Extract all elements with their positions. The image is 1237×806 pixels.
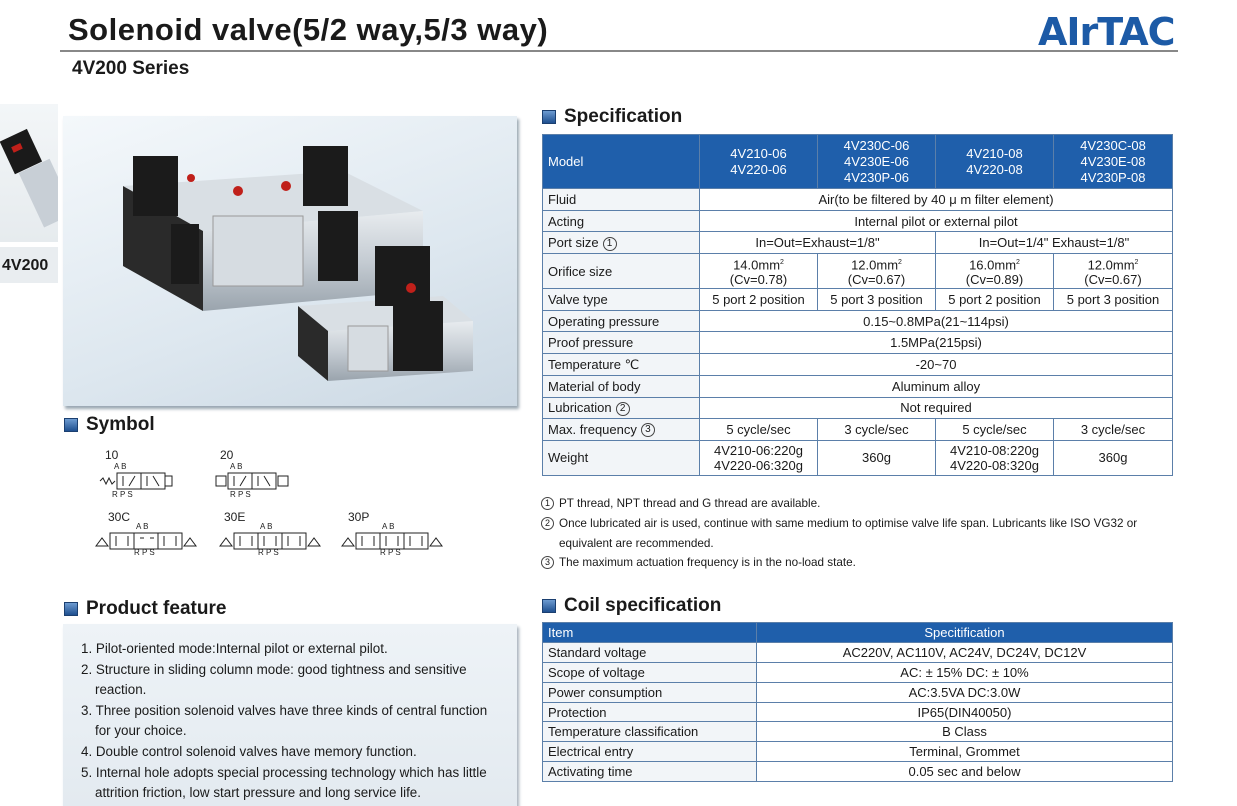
- note-item: 3 The maximum actuation frequency is in the no-load state.: [541, 553, 1137, 573]
- feature-list: [81, 639, 506, 804]
- cell-value: 3 cycle/sec: [818, 419, 936, 441]
- symbol-code-20: 20: [220, 448, 234, 462]
- row-label: Port size 1: [543, 232, 700, 254]
- cell-value: 5 cycle/sec: [700, 419, 818, 441]
- spec-notes: [541, 494, 1137, 573]
- cell-value: $12.0mm^2$ (Cv=0.67): [818, 254, 936, 289]
- table-row: [543, 289, 1173, 311]
- symbol-diagrams: [90, 448, 460, 568]
- note-marker: 3: [541, 556, 554, 569]
- symbol-ports-bottom: R P S: [230, 490, 251, 499]
- model-cell: 4V230C-08 4V230E-08 4V230P-08: [1054, 135, 1173, 189]
- table-header-row: [543, 623, 1173, 643]
- symbol-code-10: 10: [105, 448, 119, 462]
- cell-value: Air(to be filtered by 40 μ m filter element): [700, 189, 1173, 211]
- square-bullet-icon: [64, 602, 78, 616]
- table-row: [543, 332, 1173, 354]
- feature-item: 3. Three position solenoid valves have three kinds of central function for your choice.: [81, 702, 488, 739]
- product-feature-box: [63, 624, 517, 806]
- row-label: Standard voltage: [543, 642, 757, 662]
- table-row: [543, 375, 1173, 397]
- column-header: Specitification: [757, 623, 1173, 643]
- cell-value: 5 port 2 position: [700, 289, 818, 311]
- cell-value: 1.5MPa(215psi): [700, 332, 1173, 354]
- symbol-ports-bottom: R P S: [380, 548, 401, 557]
- row-label: Orifice size: [543, 254, 700, 289]
- cell-value: Terminal, Grommet: [757, 742, 1173, 762]
- row-label: Material of body: [543, 375, 700, 397]
- cell-value: In=Out=Exhaust=1/8": [700, 232, 936, 254]
- cell-value: 360g: [818, 440, 936, 475]
- valve-thumbnail-illustration: [0, 104, 58, 242]
- table-row: [543, 189, 1173, 211]
- cell-value: AC: ± 15% DC: ± 10%: [757, 662, 1173, 682]
- row-label: Temperature classification: [543, 722, 757, 742]
- symbol-code-30p: 30P: [348, 510, 370, 524]
- cell-value: 4V210-06:220g 4V220-06:320g: [700, 440, 818, 475]
- specification-table: [542, 134, 1173, 476]
- table-row: [543, 742, 1173, 762]
- cell-value: 4V210-08:220g 4V220-08:320g: [936, 440, 1054, 475]
- row-label: Valve type: [543, 289, 700, 311]
- table-row: [543, 210, 1173, 232]
- square-bullet-icon: [64, 418, 78, 432]
- specification-heading: Specification: [542, 106, 682, 128]
- series-title: 4V200 Series: [72, 58, 190, 79]
- table-row: [543, 722, 1173, 742]
- cell-value: IP65(DIN40050): [757, 702, 1173, 722]
- symbol-ports-top: A B: [230, 462, 243, 471]
- coil-specification-heading: Coil specification: [542, 595, 721, 617]
- page-title: Solenoid valve(5/2 way,5/3 way): [68, 12, 549, 47]
- cell-value: In=Out=1/4" Exhaust=1/8": [936, 232, 1173, 254]
- title-divider: [60, 50, 1178, 52]
- feature-item: 5. Internal hole adopts special processing technology which has little attrition friction, low start pressure and long service life.: [81, 764, 487, 801]
- table-row: [543, 354, 1173, 376]
- row-label: Weight: [543, 440, 700, 475]
- row-label: Operating pressure: [543, 310, 700, 332]
- symbol-ports-bottom: R P S: [258, 548, 279, 557]
- row-label: Max. frequency 3: [543, 419, 700, 441]
- valve-symbol-10-icon: [98, 470, 173, 492]
- symbol-ports-top: A B: [114, 462, 127, 471]
- cell-value: B Class: [757, 722, 1173, 742]
- side-thumbnail: [0, 104, 58, 242]
- feature-item: 1. Pilot-oriented mode:Internal pilot or external pilot.: [81, 641, 388, 656]
- note-marker: 1: [541, 497, 554, 510]
- feature-item: 2. Structure in sliding column mode: good tightness and sensitive reaction.: [81, 661, 467, 698]
- table-row: [543, 642, 1173, 662]
- row-label: Temperature ℃: [543, 354, 700, 376]
- cell-value: 5 port 2 position: [936, 289, 1054, 311]
- cell-value: 5 port 3 position: [1054, 289, 1173, 311]
- cell-value: AC:3.5VA DC:3.0W: [757, 682, 1173, 702]
- table-row: [543, 662, 1173, 682]
- valve-symbol-20-icon: [214, 470, 292, 492]
- symbol-heading: Symbol: [64, 414, 155, 436]
- symbol-ports-top: A B: [260, 522, 273, 531]
- row-label: Fluid: [543, 189, 700, 211]
- symbol-ports-top: A B: [136, 522, 149, 531]
- symbol-code-30e: 30E: [224, 510, 246, 524]
- row-label: Power consumption: [543, 682, 757, 702]
- cell-value: Internal pilot or external pilot: [700, 210, 1173, 232]
- row-label: Lubrication 2: [543, 397, 700, 419]
- airtac-logo: AIrTAC: [1038, 10, 1175, 54]
- row-label: Protection: [543, 702, 757, 722]
- model-cell: 4V210-08 4V220-08: [936, 135, 1054, 189]
- model-label: Model: [543, 135, 700, 189]
- coil-table: [542, 622, 1173, 782]
- cell-value: $16.0mm^2$ (Cv=0.89): [936, 254, 1054, 289]
- cell-value: 360g: [1054, 440, 1173, 475]
- table-row: [543, 682, 1173, 702]
- cell-value: $14.0mm^2$ (Cv=0.78): [700, 254, 818, 289]
- note-continuation: equivalent are recommended.: [559, 536, 714, 550]
- cell-value: -20~70: [700, 354, 1173, 376]
- table-row: [543, 440, 1173, 475]
- model-cell: 4V230C-06 4V230E-06 4V230P-06: [818, 135, 936, 189]
- table-row: [543, 310, 1173, 332]
- symbol-ports-top: A B: [382, 522, 395, 531]
- table-row: [543, 419, 1173, 441]
- note-marker: 2: [541, 517, 554, 530]
- cell-value: 0.15~0.8MPa(21~114psi): [700, 310, 1173, 332]
- table-row: [543, 397, 1173, 419]
- cell-value: AC220V, AC110V, AC24V, DC24V, DC12V: [757, 642, 1173, 662]
- cell-value: Not required: [700, 397, 1173, 419]
- cell-value: Aluminum alloy: [700, 375, 1173, 397]
- square-bullet-icon: [542, 599, 556, 613]
- cell-value: $12.0mm^2$ (Cv=0.67): [1054, 254, 1173, 289]
- symbol-ports-bottom: R P S: [134, 548, 155, 557]
- note-marker: 1: [603, 237, 617, 251]
- feature-item: 4. Double control solenoid valves have memory function.: [81, 743, 417, 759]
- note-item: 1 PT thread, NPT thread and G thread are available.: [541, 494, 1137, 514]
- table-row: [543, 254, 1173, 289]
- product-feature-heading: Product feature: [64, 598, 226, 620]
- side-tab-label: 4V200: [2, 257, 49, 274]
- note-item: 2 Once lubricated air is used, continue with same medium to optimise valve life span. Lubricants like ISO VG32 or: [541, 514, 1137, 534]
- model-cell: 4V210-06 4V220-06: [700, 135, 818, 189]
- cell-value: 3 cycle/sec: [1054, 419, 1173, 441]
- row-label: Electrical entry: [543, 742, 757, 762]
- row-label: Scope of voltage: [543, 662, 757, 682]
- row-label: Proof pressure: [543, 332, 700, 354]
- solenoid-valve-illustration: [63, 116, 517, 406]
- table-row: [543, 762, 1173, 782]
- symbol-ports-bottom: R P S: [112, 490, 133, 499]
- cell-value: 0.05 sec and below: [757, 762, 1173, 782]
- column-header: Item: [543, 623, 757, 643]
- product-photo: [63, 116, 517, 406]
- cell-value: 5 port 3 position: [818, 289, 936, 311]
- row-label: Activating time: [543, 762, 757, 782]
- table-row: [543, 702, 1173, 722]
- table-row: [543, 232, 1173, 254]
- table-row: [543, 135, 1173, 189]
- square-bullet-icon: [542, 110, 556, 124]
- row-label: Acting: [543, 210, 700, 232]
- side-tab[interactable]: [0, 247, 58, 283]
- cell-value: 5 cycle/sec: [936, 419, 1054, 441]
- symbol-code-30c: 30C: [108, 510, 131, 524]
- note-marker: 3: [641, 423, 655, 437]
- note-marker: 2: [616, 402, 630, 416]
